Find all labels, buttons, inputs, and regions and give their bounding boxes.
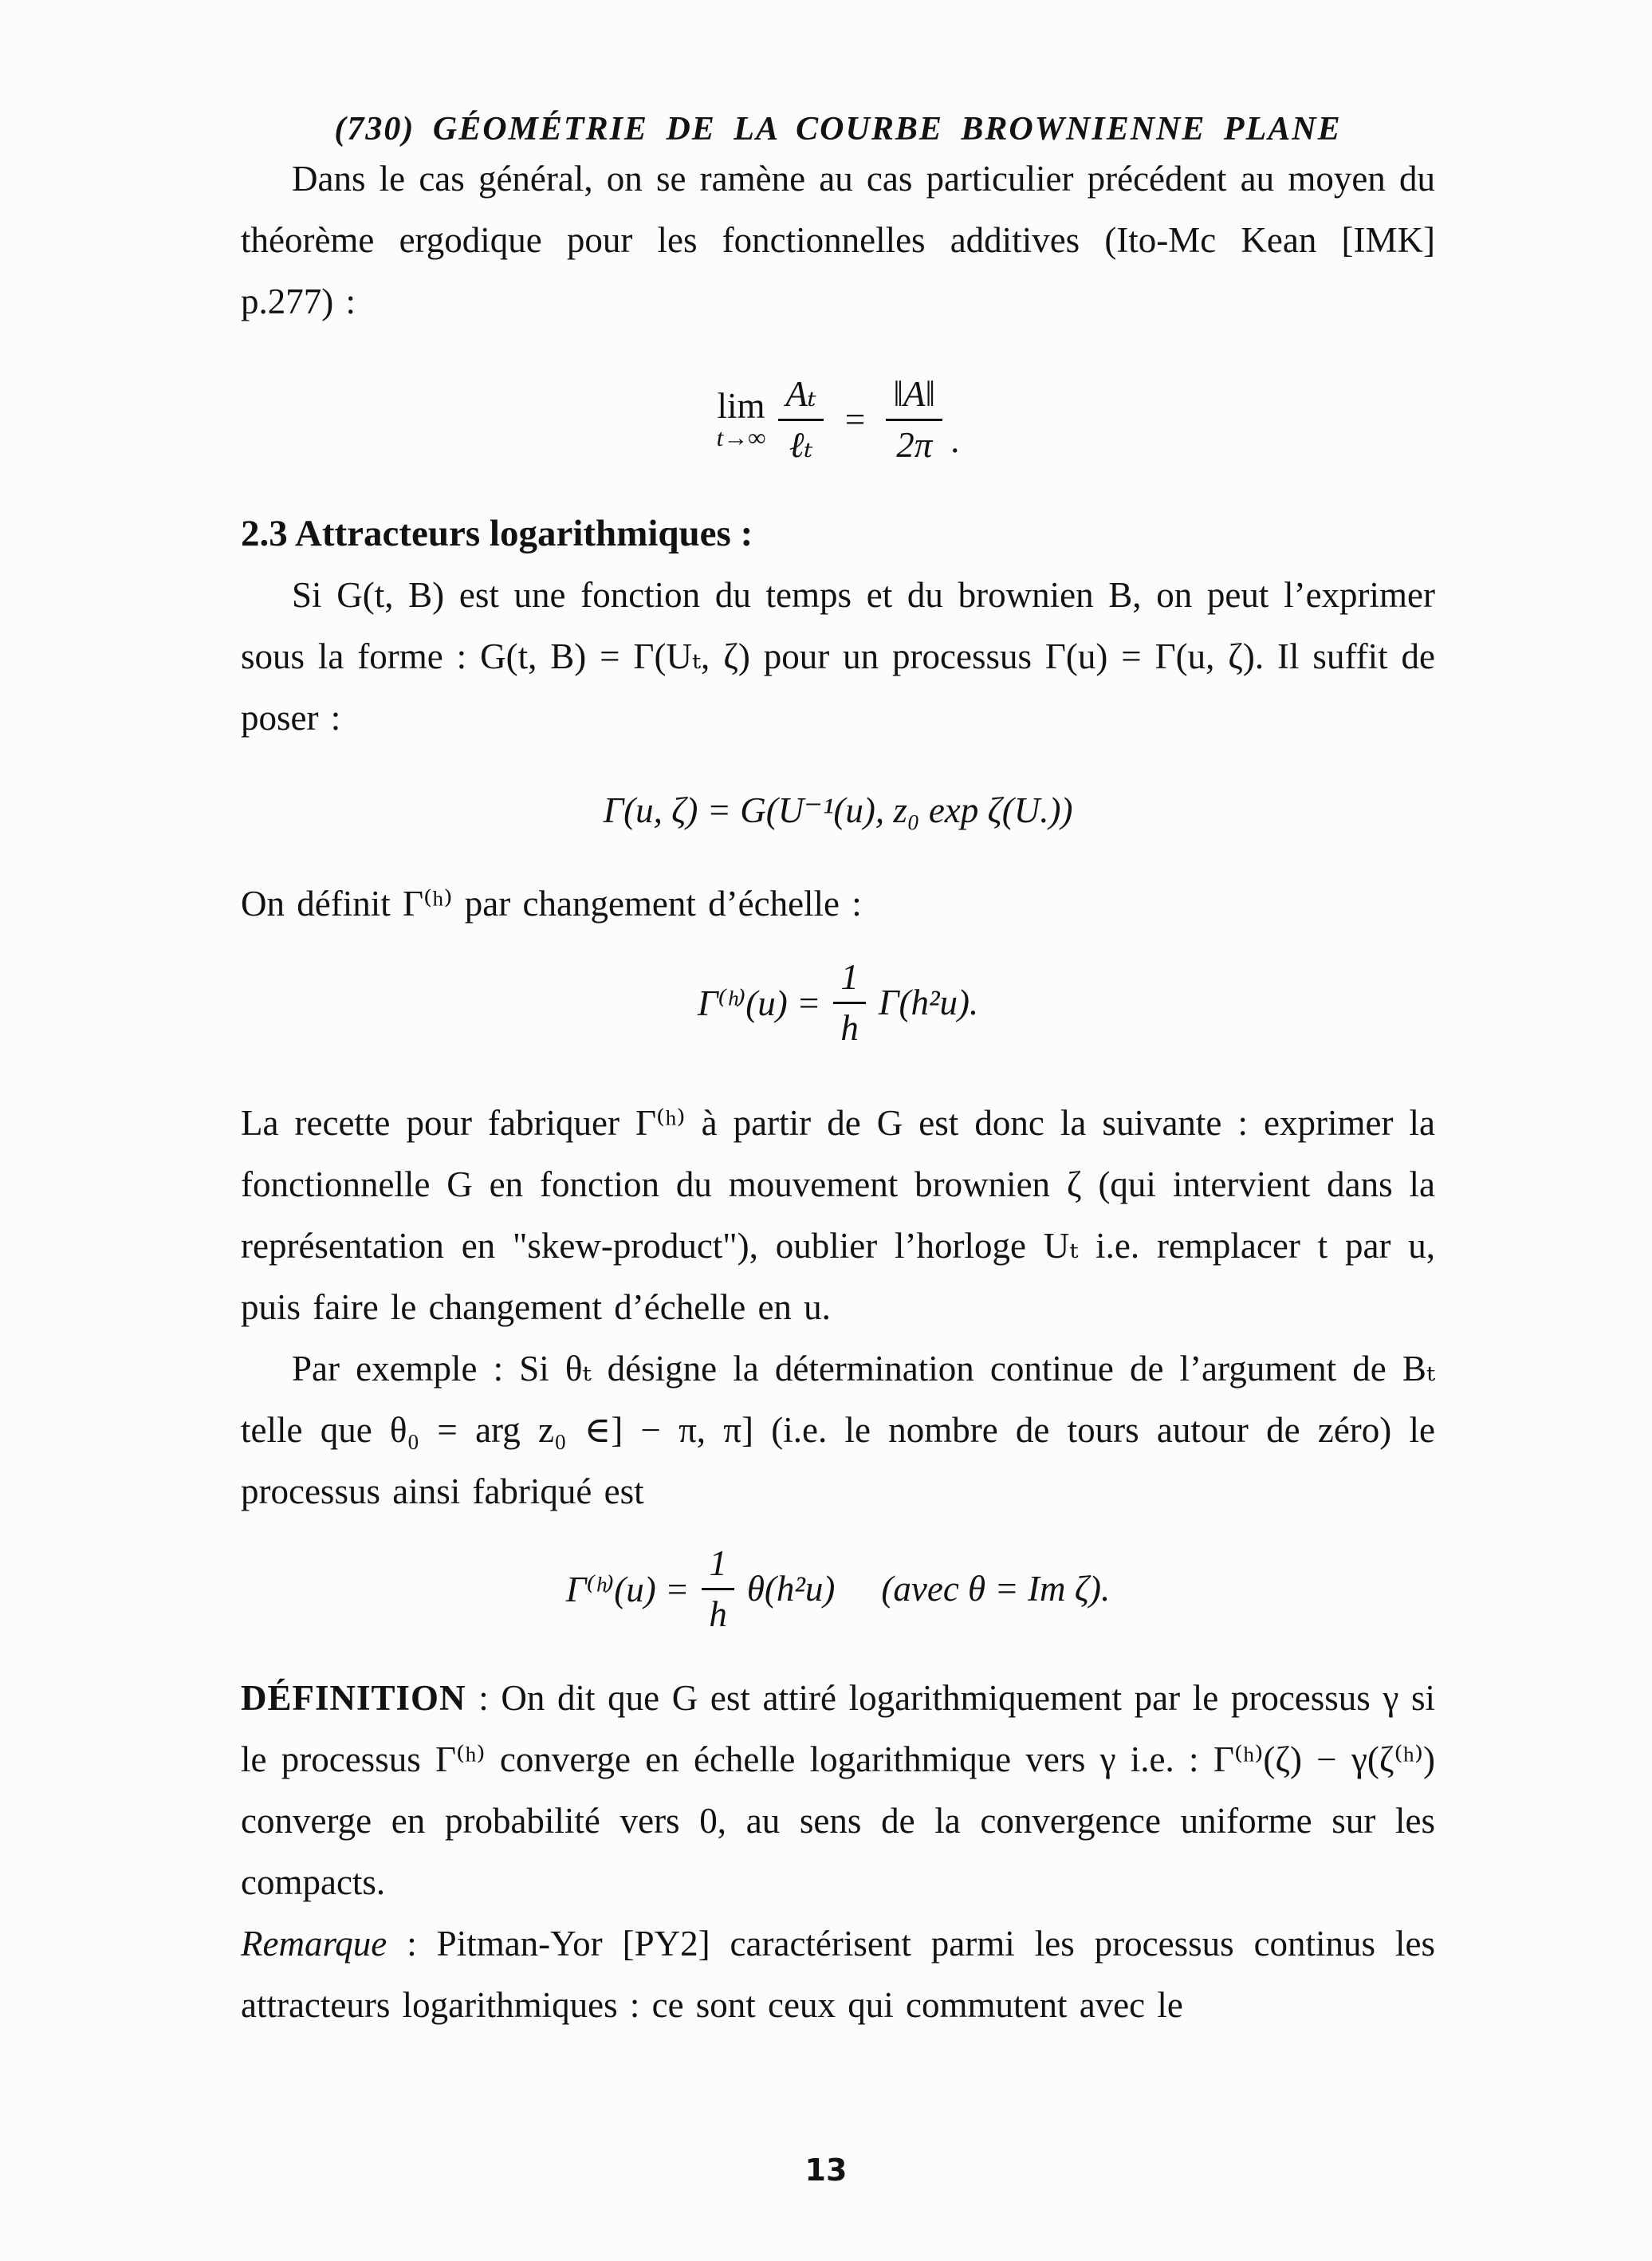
equation-scale-change <box>241 944 1435 1061</box>
equation-text: Γ(u, ζ) = G(U⁻¹(u), z₀ exp ζ(U.)) <box>603 790 1073 830</box>
paragraph-on-definit: On définit Γ⁽ʰ⁾ par changement d’échelle : <box>241 884 862 924</box>
fraction-numerator: Aₜ <box>778 372 824 420</box>
limit-word: lim <box>717 386 765 427</box>
fraction-denominator: ℓₜ <box>789 424 813 465</box>
fraction-1-over-h <box>702 1541 734 1637</box>
fraction-denominator: 2π <box>896 424 933 465</box>
fraction-At-over-lt <box>778 372 824 467</box>
paragraph-si-g: Si G(t, B) est une fonction du temps et du brownien B, on peut l’exprimer sous la forme : G(t, B) = Γ(Uₜ, ζ) pour un processus Γ(u) = Γ(u, ζ). Il suffit de poser : <box>241 575 1435 738</box>
definition-label: DÉFINITION <box>241 1678 466 1718</box>
limit-operator <box>717 388 766 451</box>
fraction-numerator: 1 <box>833 955 866 1003</box>
fraction-normA-over-2pi <box>886 372 942 467</box>
equation-ergodic-limit <box>241 360 1435 479</box>
fraction-denominator: h <box>840 1007 859 1048</box>
equation-theta-process <box>241 1530 1435 1647</box>
equation-period: . <box>950 420 960 460</box>
paragraph-par-exemple: Par exemple : Si θₜ désigne la détermination continue de l’argument de Bₜ telle que θ₀ = arg z₀ ∈] − π, π] (i.e. le nombre de tours autour de zéro) le processus ainsi fabriqué est <box>241 1349 1435 1511</box>
section-heading-2-3: 2.3 Attracteurs logarithmiques : <box>241 513 753 554</box>
equation-rhs: Γ(h²u). <box>878 983 979 1022</box>
fraction-numerator: 1 <box>702 1541 734 1589</box>
page-number: 13 <box>804 2153 848 2188</box>
equation-gamma-definition <box>241 781 1435 838</box>
limit-subscript: t→∞ <box>716 423 766 452</box>
equation-lhs: Γ⁽ʰ⁾(u) = <box>565 1569 690 1609</box>
fraction-1-over-h <box>833 955 866 1050</box>
paragraph-recette: La recette pour fabriquer Γ⁽ʰ⁾ à partir de G est donc la suivante : exprimer la fonctionnelle G en fonction du mouvement brownien ζ (qui intervient dans la représentation en "skew-product"), oublier l’horloge Uₜ i.e. remplacer t par u, puis faire le changement d’échelle en u. <box>241 1103 1435 1327</box>
paragraph-definition <box>241 1668 1435 1913</box>
equation-lhs: Γ⁽ʰ⁾(u) = <box>697 983 821 1023</box>
equals-sign: = <box>842 400 867 439</box>
remark-text: : Pitman-Yor [PY2] caractérisent parmi les processus continus les attracteurs logarithmiques : ce sont ceux qui commutent avec le <box>241 1924 1435 2025</box>
fraction-numerator: ‖A‖ <box>886 372 942 420</box>
paragraph-remark <box>241 1913 1435 2036</box>
equation-note: (avec θ = Im ζ). <box>881 1569 1111 1609</box>
definition-text: : On dit que G est attiré logarithmiquement par le processus γ si le processus Γ⁽ʰ⁾ converge en échelle logarithmique vers γ i.e. : Γ⁽ʰ⁾(ζ) − γ(ζ⁽ʰ⁾) converge en probabilité vers 0, au sens de la convergence uniforme sur les compacts. <box>241 1678 1435 1902</box>
paragraph-cas-general: Dans le cas général, on se ramène au cas particulier précédent au moyen du théorème ergodique pour les fonctionnelles additives (Ito-Mc Kean [IMK] p.277) : <box>241 159 1435 321</box>
fraction-denominator: h <box>709 1593 727 1634</box>
equation-rhs: θ(h²u) <box>746 1569 836 1609</box>
remark-label: Remarque <box>241 1924 387 1964</box>
running-head: (730) GÉOMÉTRIE DE LA COURBE BROWNIENNE PLANE <box>334 111 1342 148</box>
